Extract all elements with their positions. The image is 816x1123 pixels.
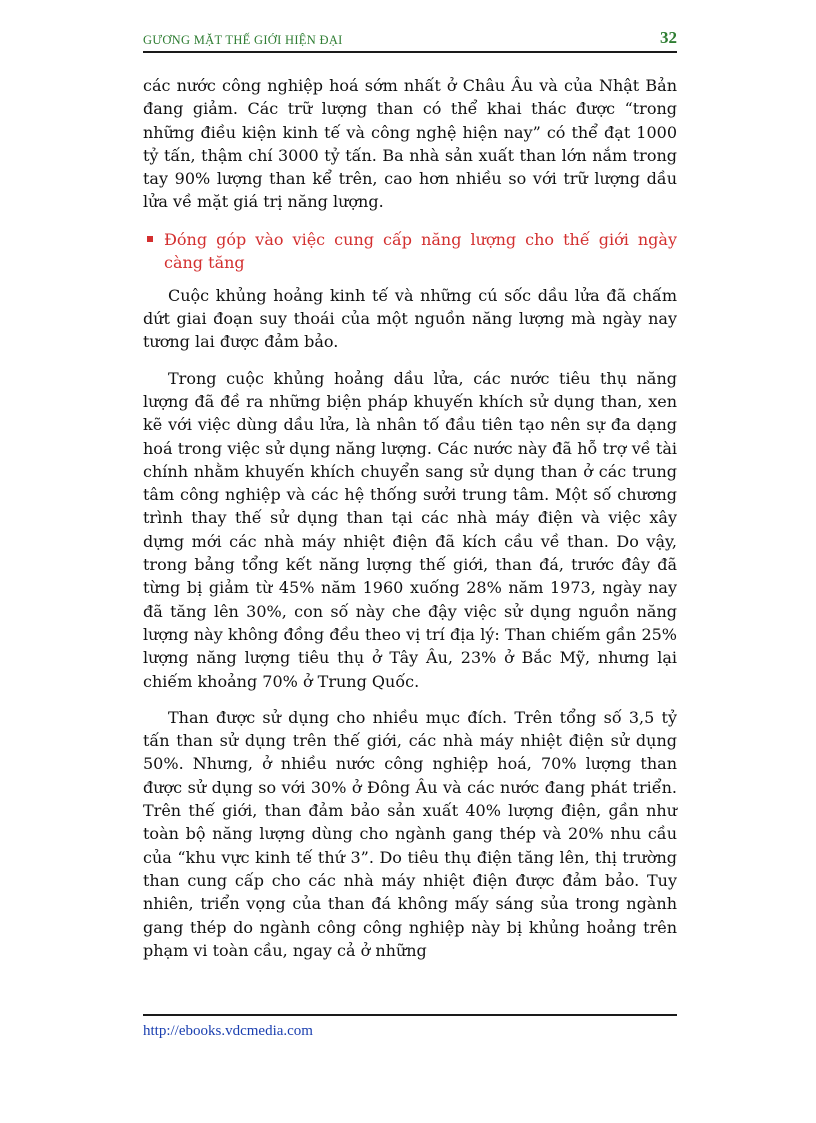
running-header <box>143 26 677 53</box>
book-title: GƯƠNG MẶT THẾ GIỚI HIỆN ĐẠI <box>143 33 343 47</box>
body-text <box>143 74 677 962</box>
square-bullet-icon <box>147 236 153 242</box>
paragraph: Trong cuộc khủng hoảng dầu lửa, các nước tiêu thụ năng lượng đã đề ra những biện pháp khuyến khích sử dụng than, xen kẽ với việc dùng dầu lửa, là nhân tố đầu tiên tạo nên sự đa dạng hoá trong việc sử dụng năng lượng. Các nước này đã hỗ trợ về tài chính nhằm khuyến khích chuyển sang sử dụng than ở các trung tâm công nghiệp và các hệ thống sưởi trung tâm. Một số chương trình thay thế sử dụng than tại các nhà máy điện và việc xây dựng mới các nhà máy nhiệt điện đã kích cầu về than. Do vậy, trong bảng tổng kết năng lượng thế giới, than đá, trước đây đã từng bị giảm từ 45% năm 1960 xuống 28% năm 1973, ngày nay đã tăng lên 30%, con số này che đậy việc sử dụng nguồn năng lượng này không đồng đều theo vị trí địa lý: Than chiếm gần 25% lượng năng lượng tiêu thụ ở Tây Âu, 23% ở Bắc Mỹ, nhưng lại chiếm khoảng 70% ở Trung Quốc. <box>143 368 677 691</box>
section-heading <box>143 228 677 274</box>
page-footer <box>143 1014 677 1040</box>
paragraph: Than được sử dụng cho nhiều mục đích. Trên tổng số 3,5 tỷ tấn than sử dụng trên thế giới, các nhà máy nhiệt điện sử dụng 50%. Nhưng, ở nhiều nước công nghiệp hoá, 70% lượng than được sử dụng so với 30% ở Đông Âu và các nước đang phát triển. Trên thế giới, than đảm bảo sản xuất 40% lượng điện, gần như toàn bộ năng lượng dùng cho ngành gang thép và 20% nhu cầu của “khu vực kinh tế thứ 3”. Do tiêu thụ điện tăng lên, thị trường than cung cấp cho các nhà máy nhiệt điện được đảm bảo. Tuy nhiên, triển vọng của than đá không mấy sáng sủa trong ngành gang thép do ngành công công nghiệp này bị khủng hoảng trên phạm vi toàn cầu, ngay cả ở những <box>143 707 677 960</box>
footer-link[interactable]: http://ebooks.vdcmedia.com <box>143 1023 313 1039</box>
page-number: 32 <box>660 28 677 47</box>
paragraph-continuation: các nước công nghiệp hoá sớm nhất ở Châu Âu và của Nhật Bản đang giảm. Các trữ lượng than có thể khai thác được “trong những điều kiện kinh tế và công nghệ hiện nay” có thể đạt 1000 tỷ tấn, thậm chí 3000 tỷ tấn. Ba nhà sản xuất than lớn nắm trong tay 90% lượng than kể trên, cao hơn nhiều so với trữ lượng dầu lửa về mặt giá trị năng lượng. <box>143 76 677 212</box>
paragraph: Cuộc khủng hoảng kinh tế và những cú sốc dầu lửa đã chấm dứt giai đoạn suy thoái của một nguồn năng lượng mà ngày nay tương lai được đảm bảo. <box>143 285 677 352</box>
section-heading-text: Đóng góp vào việc cung cấp năng lượng cho thế giới ngày càng tăng <box>164 229 677 272</box>
page-content <box>143 26 677 975</box>
